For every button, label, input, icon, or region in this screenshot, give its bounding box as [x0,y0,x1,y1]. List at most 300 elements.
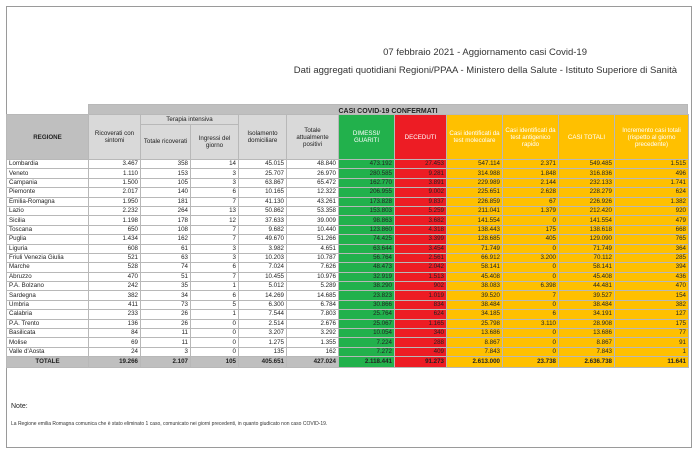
region-name-cell: Calabria [7,310,89,319]
value-cell: 7 [191,225,239,234]
value-cell: 7 [503,291,559,300]
region-name-cell: Molise [7,338,89,347]
value-cell: 1.019 [395,291,447,300]
value-cell: 232.133 [559,178,615,187]
region-name-cell: Lombardia [7,160,89,169]
value-cell: 175 [503,225,559,234]
value-cell: 765 [615,235,689,244]
value-cell: 14 [191,160,239,169]
table-row [7,272,689,281]
totals-row [7,357,689,368]
table-row [7,188,689,197]
value-cell: 2.514 [239,319,287,328]
value-cell: 4.651 [287,244,339,253]
value-cell: 0 [191,338,239,347]
value-cell: 14.269 [239,291,287,300]
value-cell: 470 [89,272,141,281]
total-value-cell: 2.118.441 [339,357,395,368]
value-cell: 228.279 [559,188,615,197]
value-cell: 549.485 [559,160,615,169]
value-cell: 41.130 [239,197,287,206]
value-cell: 436 [615,272,689,281]
value-cell: 138.618 [559,225,615,234]
value-cell: 7 [191,197,239,206]
value-cell: 9.281 [395,169,447,178]
region-header: REGIONE [7,115,89,160]
region-name-cell: Sicilia [7,216,89,225]
value-cell: 32.919 [339,272,395,281]
value-cell: 8.867 [559,338,615,347]
value-cell: 10.440 [287,225,339,234]
value-cell: 3.454 [395,244,447,253]
value-cell: 50.862 [239,206,287,215]
value-cell: 34 [141,291,191,300]
col-header-9: CASI TOTALI [559,115,615,160]
total-value-cell: 427.024 [287,357,339,368]
total-value-cell: 91.273 [395,357,447,368]
value-cell: 9.002 [395,188,447,197]
region-name-cell: Marche [7,263,89,272]
value-cell: 834 [395,300,447,309]
bulletin-source: Dati aggregati quotidiani Regioni/PPAA - Ministero della Salute - Istituto Superiore di Sanità [293,65,677,76]
value-cell: 3.207 [239,329,287,338]
value-cell: 51 [141,272,191,281]
value-cell: 547.114 [447,160,503,169]
value-cell: 108 [141,225,191,234]
value-cell: 10.976 [287,272,339,281]
value-cell: 473.192 [339,160,395,169]
table-row [7,263,689,272]
value-cell: 382 [89,291,141,300]
table-row [7,206,689,215]
value-cell: 1.355 [287,338,339,347]
value-cell: 10.787 [287,253,339,262]
value-cell: 66.912 [447,253,503,262]
value-cell: 8.867 [447,338,503,347]
value-cell: 225.651 [447,188,503,197]
value-cell: 1.110 [89,169,141,178]
value-cell: 43.261 [287,197,339,206]
value-cell: 56.764 [339,253,395,262]
value-cell: 233 [89,310,141,319]
value-cell: 6 [191,263,239,272]
value-cell: 6.398 [503,282,559,291]
value-cell: 902 [395,282,447,291]
value-cell: 48.473 [339,263,395,272]
value-cell: 178 [141,216,191,225]
value-cell: 51.266 [287,235,339,244]
value-cell: 3.200 [503,253,559,262]
value-cell: 10.054 [339,329,395,338]
value-cell: 58.141 [559,263,615,272]
table-body [7,160,689,368]
value-cell: 38.484 [559,300,615,309]
value-cell: 141.554 [559,216,615,225]
value-cell: 45.015 [239,160,287,169]
total-value-cell: 2.636.738 [559,357,615,368]
intensive-care-group-header: Terapia intensiva [141,115,239,125]
value-cell: 4.318 [395,225,447,234]
value-cell: 128.685 [447,235,503,244]
value-cell: 127 [615,310,689,319]
value-cell: 74.425 [339,235,395,244]
value-cell: 6.784 [287,300,339,309]
value-cell: 264 [141,206,191,215]
value-cell: 3 [191,169,239,178]
value-cell: 1.434 [89,235,141,244]
value-cell: 91 [615,338,689,347]
value-cell: 39.009 [287,216,339,225]
region-name-cell: Piemonte [7,188,89,197]
total-value-cell: 2.107 [141,357,191,368]
value-cell: 45.408 [447,272,503,281]
region-name-cell: Liguria [7,244,89,253]
total-value-cell: 2.613.000 [447,357,503,368]
value-cell: 25.764 [339,310,395,319]
value-cell: 7.803 [287,310,339,319]
value-cell: 226.859 [447,197,503,206]
value-cell: 0 [503,263,559,272]
value-cell: 173.828 [339,197,395,206]
value-cell: 38.484 [447,300,503,309]
value-cell: 382 [615,300,689,309]
value-cell: 98.863 [339,216,395,225]
value-cell: 1.379 [503,206,559,215]
col-header-7: Casi identificati da test molecolare [447,115,503,160]
value-cell: 6.300 [239,300,287,309]
region-name-cell: P.A. Bolzano [7,282,89,291]
value-cell: 2.232 [89,206,141,215]
value-cell: 136 [89,319,141,328]
table-row [7,216,689,225]
value-cell: 242 [89,282,141,291]
value-cell: 9.837 [395,197,447,206]
value-cell: 1.741 [615,178,689,187]
total-value-cell: 19.266 [89,357,141,368]
table-row [7,319,689,328]
value-cell: 3.292 [287,329,339,338]
value-cell: 49.670 [239,235,287,244]
total-value-cell: 11.641 [615,357,689,368]
value-cell: 2.628 [503,188,559,197]
value-cell: 7 [191,235,239,244]
region-name-cell: Toscana [7,225,89,234]
value-cell: 141.554 [447,216,503,225]
col-header-3: Isolamento domiciliare [239,115,287,160]
value-cell: 3.467 [89,160,141,169]
value-cell: 1 [615,347,689,356]
table-row [7,338,689,347]
region-name-cell: Emilia-Romagna [7,197,89,206]
value-cell: 30.866 [339,300,395,309]
value-cell: 34.191 [559,310,615,319]
table-row [7,160,689,169]
region-name-cell: Basilicata [7,329,89,338]
value-cell: 1.950 [89,197,141,206]
table-row [7,197,689,206]
value-cell: 1 [191,310,239,319]
value-cell: 10.455 [239,272,287,281]
value-cell: 3.682 [395,216,447,225]
value-cell: 45.408 [559,272,615,281]
value-cell: 0 [503,300,559,309]
value-cell: 2.371 [503,160,559,169]
value-cell: 37.633 [239,216,287,225]
cases-data-table [6,114,689,368]
value-cell: 70.112 [559,253,615,262]
value-cell: 206.955 [339,188,395,197]
value-cell: 61 [141,244,191,253]
table-row [7,329,689,338]
value-cell: 39.527 [559,291,615,300]
region-name-cell: Valle d'Aosta [7,347,89,356]
value-cell: 3 [191,253,239,262]
table-row [7,291,689,300]
value-cell: 1.275 [239,338,287,347]
value-cell: 44.481 [559,282,615,291]
total-value-cell: 405.651 [239,357,287,368]
value-cell: 23.823 [339,291,395,300]
region-name-cell: P.A. Trento [7,319,89,328]
value-cell: 7.626 [287,263,339,272]
value-cell: 10.203 [239,253,287,262]
value-cell: 496 [615,169,689,178]
value-cell: 13.686 [559,329,615,338]
value-cell: 162.770 [339,178,395,187]
notes-text: La Regione emilia Romagna comunica che è stato eliminato 1 caso, comunicato nei giorni precedenti, in quanto giudicato non caso COVID-19. [11,421,328,427]
col-header-4: Totale attualmente positivi [287,115,339,160]
value-cell: 71.749 [447,244,503,253]
col-header-5: DIMESSI/ GUARITI [339,115,395,160]
value-cell: 181 [141,197,191,206]
value-cell: 140 [141,188,191,197]
value-cell: 63 [141,253,191,262]
value-cell: 521 [89,253,141,262]
value-cell: 26 [141,319,191,328]
value-cell: 69 [89,338,141,347]
value-cell: 63.644 [339,244,395,253]
value-cell: 0 [503,244,559,253]
value-cell: 38.083 [447,282,503,291]
region-name-cell: Campania [7,178,89,187]
value-cell: 2.017 [89,188,141,197]
col-header-2: Ingressi del giorno [191,124,239,159]
value-cell: 409 [395,347,447,356]
value-cell: 5.259 [395,206,447,215]
value-cell: 162 [287,347,339,356]
value-cell: 0 [191,319,239,328]
value-cell: 7.272 [339,347,395,356]
value-cell: 394 [615,263,689,272]
value-cell: 212.420 [559,206,615,215]
value-cell: 3 [141,347,191,356]
value-cell: 6 [191,188,239,197]
value-cell: 7.024 [239,263,287,272]
value-cell: 0 [503,347,559,356]
value-cell: 0 [191,347,239,356]
value-cell: 470 [615,282,689,291]
col-header-8: Casi identificati da test antigenico rapido [503,115,559,160]
value-cell: 7.843 [447,347,503,356]
value-cell: 2.561 [395,253,447,262]
value-cell: 3.891 [395,178,447,187]
table-row [7,225,689,234]
value-cell: 1.848 [503,169,559,178]
value-cell: 1.513 [395,272,447,281]
value-cell: 1.382 [615,197,689,206]
notes-title: Note: [11,403,28,410]
total-value-cell: 23.738 [503,357,559,368]
value-cell: 411 [89,300,141,309]
region-name-cell: Sardegna [7,291,89,300]
table-banner: CASI COVID-19 CONFERMATI [89,105,688,118]
value-cell: 316.836 [559,169,615,178]
col-header-10: Incremento casi totali (rispetto al giorno precedente) [615,115,689,160]
value-cell: 138.443 [447,225,503,234]
value-cell: 1.198 [89,216,141,225]
value-cell: 3.110 [503,319,559,328]
value-cell: 7 [191,272,239,281]
value-cell: 364 [615,244,689,253]
value-cell: 2.676 [287,319,339,328]
value-cell: 77 [615,329,689,338]
value-cell: 340 [395,329,447,338]
value-cell: 624 [395,310,447,319]
value-cell: 285 [615,253,689,262]
value-cell: 3 [191,178,239,187]
value-cell: 314.988 [447,169,503,178]
value-cell: 1.500 [89,178,141,187]
value-cell: 668 [615,225,689,234]
col-header-1: Totale ricoverati [141,124,191,159]
value-cell: 58.141 [447,263,503,272]
value-cell: 280.585 [339,169,395,178]
value-cell: 153 [141,169,191,178]
value-cell: 63.867 [239,178,287,187]
value-cell: 7.544 [239,310,287,319]
value-cell: 211.041 [447,206,503,215]
value-cell: 0 [503,329,559,338]
value-cell: 405 [503,235,559,244]
value-cell: 0 [503,338,559,347]
value-cell: 10.165 [239,188,287,197]
value-cell: 0 [503,272,559,281]
value-cell: 105 [141,178,191,187]
value-cell: 153.803 [339,206,395,215]
value-cell: 1.165 [395,319,447,328]
value-cell: 39.520 [447,291,503,300]
value-cell: 25.067 [339,319,395,328]
value-cell: 920 [615,206,689,215]
value-cell: 74 [141,263,191,272]
value-cell: 71.749 [559,244,615,253]
table-row [7,244,689,253]
value-cell: 0 [503,216,559,225]
value-cell: 129.090 [559,235,615,244]
value-cell: 27.453 [395,160,447,169]
value-cell: 3.982 [239,244,287,253]
value-cell: 3 [191,244,239,253]
value-cell: 358 [141,160,191,169]
value-cell: 24 [89,347,141,356]
value-cell: 13 [191,206,239,215]
value-cell: 34.185 [447,310,503,319]
value-cell: 123.860 [339,225,395,234]
region-name-cell: Friuli Venezia Giulia [7,253,89,262]
value-cell: 26.970 [287,169,339,178]
value-cell: 26 [141,310,191,319]
value-cell: 73 [141,300,191,309]
value-cell: 11 [141,329,191,338]
table-row [7,235,689,244]
value-cell: 35 [141,282,191,291]
value-cell: 2.042 [395,263,447,272]
table-row [7,253,689,262]
region-name-cell: Umbria [7,300,89,309]
value-cell: 7.224 [339,338,395,347]
value-cell: 48.840 [287,160,339,169]
value-cell: 3.399 [395,235,447,244]
value-cell: 13.686 [447,329,503,338]
col-header-0: Ricoverati con sintomi [89,115,141,160]
value-cell: 479 [615,216,689,225]
table-row [7,310,689,319]
value-cell: 67 [503,197,559,206]
region-name-cell: Abruzzo [7,272,89,281]
value-cell: 53.358 [287,206,339,215]
table-row [7,300,689,309]
table-row [7,178,689,187]
value-cell: 650 [89,225,141,234]
total-value-cell: 105 [191,357,239,368]
value-cell: 12.322 [287,188,339,197]
totals-label: TOTALE [7,357,89,368]
value-cell: 1.515 [615,160,689,169]
value-cell: 5 [191,300,239,309]
value-cell: 14.685 [287,291,339,300]
value-cell: 162 [141,235,191,244]
value-cell: 6 [191,291,239,300]
value-cell: 0 [191,329,239,338]
table-row [7,282,689,291]
value-cell: 528 [89,263,141,272]
region-name-cell: Puglia [7,235,89,244]
region-name-cell: Veneto [7,169,89,178]
value-cell: 25.798 [447,319,503,328]
value-cell: 65.472 [287,178,339,187]
region-name-cell: Lazio [7,206,89,215]
value-cell: 7.843 [559,347,615,356]
value-cell: 2.144 [503,178,559,187]
value-cell: 5.289 [287,282,339,291]
bulletin-date-title: 07 febbraio 2021 - Aggiornamento casi Covid-19 [383,47,587,58]
col-header-6: DECEDUTI [395,115,447,160]
value-cell: 624 [615,188,689,197]
value-cell: 25.707 [239,169,287,178]
value-cell: 5.012 [239,282,287,291]
value-cell: 6 [503,310,559,319]
value-cell: 84 [89,329,141,338]
value-cell: 38.290 [339,282,395,291]
value-cell: 608 [89,244,141,253]
value-cell: 11 [141,338,191,347]
value-cell: 154 [615,291,689,300]
value-cell: 135 [239,347,287,356]
value-cell: 288 [395,338,447,347]
table-row [7,347,689,356]
value-cell: 28.908 [559,319,615,328]
value-cell: 9.682 [239,225,287,234]
